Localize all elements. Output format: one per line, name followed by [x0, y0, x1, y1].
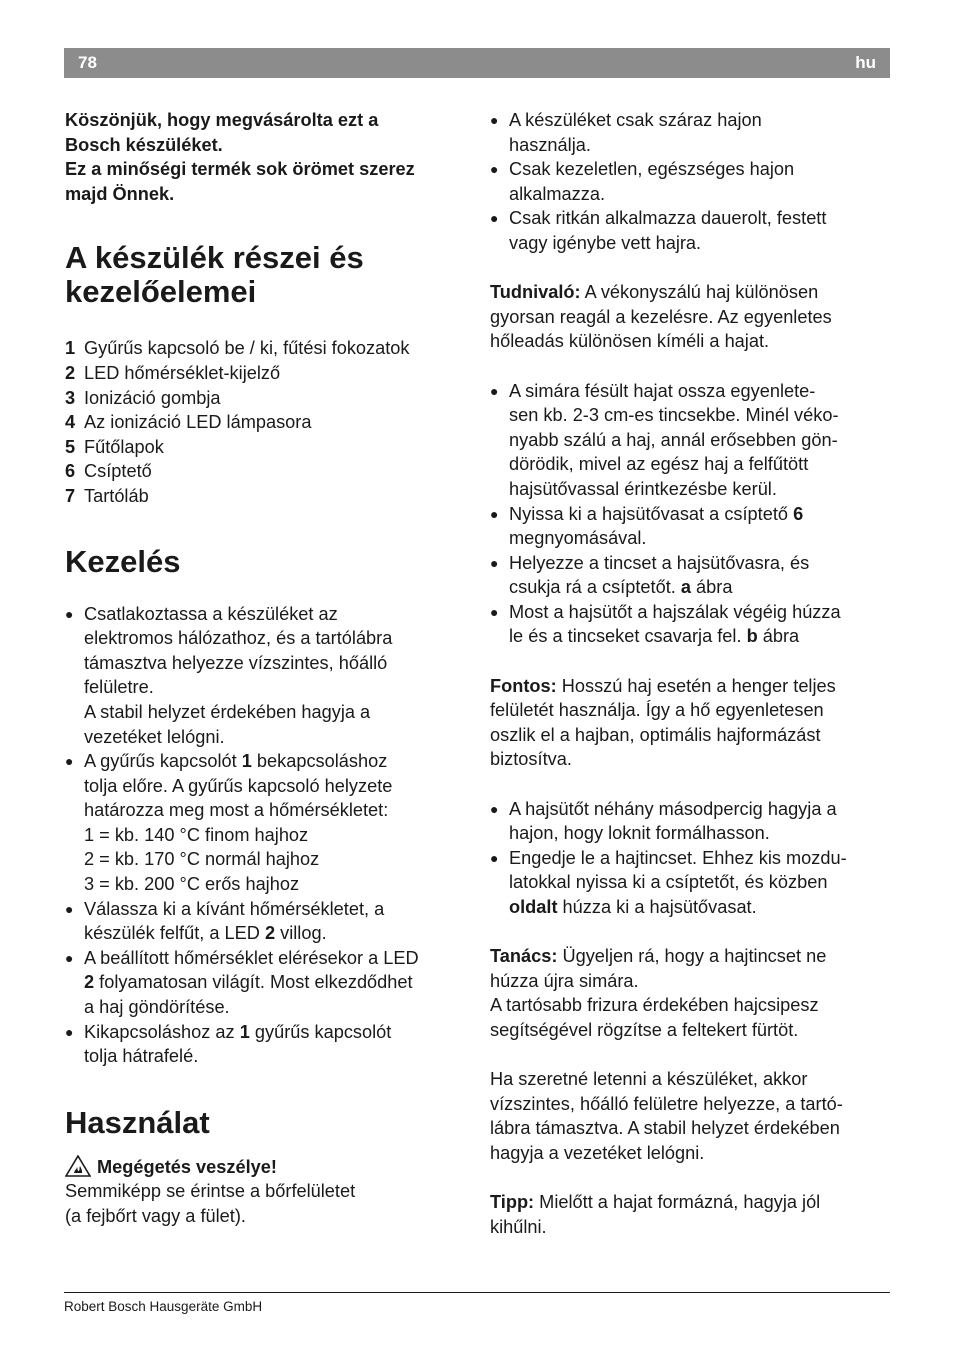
- list-item: 7 Tartóláb: [65, 485, 149, 506]
- left-column: [65, 108, 465, 1229]
- note-paragraph: Tudnivaló: A vékonyszálú haj különösen gyorsan reagál a kezelésre. Az egyenletes hőleadás különösen kíméli a hajat.: [490, 282, 832, 352]
- list-item: 3 Ionizáció gombja: [65, 387, 221, 408]
- list-item: ● A hajsütőt néhány másodpercig hagyja a hajon, hogy loknit formálhasson.: [490, 797, 890, 846]
- precaution-list: [490, 108, 890, 256]
- list-item: ● Válassza ki a kívánt hőmérsékletet, a készülék felfűt, a LED 2 villog.: [65, 897, 465, 946]
- usage-steps-list: [490, 379, 890, 650]
- intro-line: Bosch készüléket.: [65, 134, 223, 155]
- intro-line: majd Önnek.: [65, 183, 175, 204]
- list-item: ● A simára fésült hajat ossza egyenlete- sen kb. 2-3 cm-es tincsekbe. Minél véko- nyabb szálú a haj, annál erősebben gön- dörödik, mivel az egész haj a felfűtött hajsütővassal érintkezésbe kerül.: [490, 379, 890, 502]
- list-item: ● Csatlakoztassa a készüléket az elektromos hálózathoz, és a tartólábra támasztva helyezze vízszintes, hőálló felületre. A stabil helyzet érdekében hagyja a vezetéket lelógni.: [65, 602, 465, 750]
- footer-company: Robert Bosch Hausgeräte GmbH: [64, 1299, 263, 1314]
- list-item: ● Csak kezeletlen, egészséges hajon alkalmazza.: [490, 157, 890, 206]
- list-item: 6 Csíptető: [65, 461, 152, 482]
- list-item: ● Most a hajsütőt a hajszálak végéig húzza le és a tincseket csavarja fel. b ábra: [490, 600, 890, 649]
- list-item: 1 Gyűrűs kapcsoló be / ki, fűtési fokozatok: [65, 338, 410, 359]
- warning-title: Megégetés veszélye!: [65, 1155, 465, 1180]
- list-item: ● A gyűrűs kapcsolót 1 bekapcsoláshoz tolja előre. A gyűrűs kapcsoló helyzete határozza meg most a hőmérsékletet: 1 = kb. 140 °C finom hajhoz 2 = kb. 170 °C normál hajhoz 3 = kb. 200 °C erős hajhoz: [65, 749, 465, 897]
- list-item: ● A beállított hőmérséklet elérésekor a LED 2 folyamatosan világít. Most elkezdődhet a haj göndörítése.: [65, 946, 465, 1020]
- operation-list: [65, 602, 465, 1069]
- tip-paragraph: Tipp: Mielőtt a hajat formázná, hagyja jól kihűlni.: [490, 1192, 821, 1237]
- list-item: ● A készüléket csak száraz hajon használja.: [490, 108, 890, 157]
- heading-line: kezelőelemei: [65, 274, 257, 310]
- intro-line: Ez a minőségi termék sok örömet szerez: [65, 159, 415, 180]
- page-header-bar: [64, 48, 890, 78]
- parts-heading: [65, 241, 465, 309]
- list-item: 5 Fűtőlapok: [65, 436, 164, 457]
- list-item: 2 LED hőmérséklet-kijelző: [65, 362, 281, 383]
- warning-triangle-icon: [65, 1155, 91, 1177]
- list-item: 4 Az ionizáció LED lámpasora: [65, 412, 312, 433]
- list-item: ● Helyezze a tincset a hajsütővasra, és csukja rá a csíptetőt. a ábra: [490, 551, 890, 600]
- operation-heading: Kezelés: [65, 543, 181, 579]
- heading-line: A készülék részei és: [65, 240, 364, 276]
- list-item: ● Kikapcsoláshoz az 1 gyűrűs kapcsolót tolja hátrafelé.: [65, 1020, 465, 1069]
- parts-list: [65, 336, 465, 508]
- list-item: ● Csak ritkán alkalmazza dauerolt, festett vagy igénybe vett hajra.: [490, 206, 890, 255]
- finishing-steps-list: [490, 797, 890, 920]
- language-code: hu: [855, 53, 876, 72]
- footer-divider: [64, 1292, 890, 1293]
- placement-paragraph: Ha szeretné letenni a készüléket, akkor vízszintes, hőálló felületre helyezze, a tartó- lábra támasztva. A stabil helyzet érdekében hagyja a vezetéket lelógni.: [490, 1069, 843, 1163]
- page-number: 78: [78, 53, 97, 72]
- important-paragraph: Fontos: Hosszú haj esetén a henger teljes felületét használja. Így a hő egyenletesen oszlik el a hajban, optimális hajformázást biztosítva.: [490, 675, 836, 770]
- right-column: [490, 108, 890, 1239]
- usage-heading: Használat: [65, 1104, 210, 1140]
- list-item: ● Engedje le a hajtincset. Ehhez kis mozdu- latokkal nyissa ki a csíptetőt, és közben oldalt húzza ki a hajsütővasat.: [490, 846, 890, 920]
- warning-text: Semmiképp se érintse a bőrfelületet (a fejbőrt vagy a fület).: [65, 1181, 356, 1226]
- intro-text: [65, 108, 465, 206]
- advice-paragraph: Tanács: Ügyeljen rá, hogy a hajtincset ne húzza újra simára. A tartósabb frizura érdekében hajcsipesz segítségével rögzítse a feltekert fürtöt.: [490, 946, 827, 1040]
- list-item: ● Nyissa ki a hajsütővasat a csíptető 6 megnyomásával.: [490, 502, 890, 551]
- intro-line: Köszönjük, hogy megvásárolta ezt a: [65, 110, 379, 130]
